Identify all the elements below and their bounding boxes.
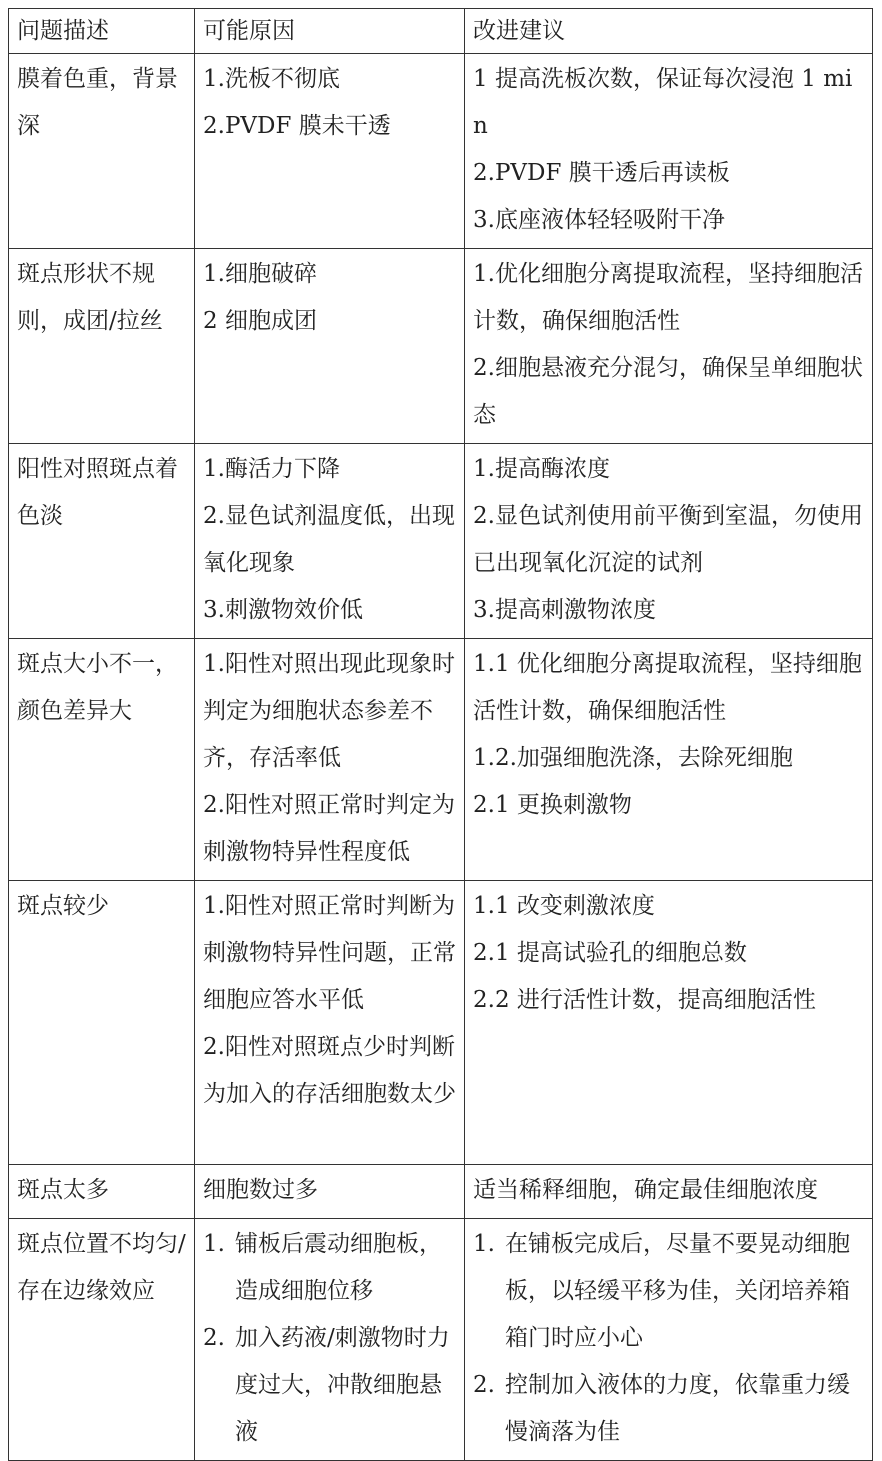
suggestion-item: [473, 1362, 864, 1456]
problem-cell: 斑点太多: [9, 1165, 195, 1219]
suggestion-item: 1.提高酶浓度: [473, 456, 610, 482]
table-row: [9, 249, 873, 444]
suggestion-number: 1.: [473, 1231, 495, 1257]
suggestion-item: 1.优化细胞分离提取流程，坚持细胞活计数，确保细胞活性: [473, 261, 863, 334]
cause-item: 1.阳性对照正常时判断为刺激物特异性问题，正常细胞应答水平低: [203, 893, 456, 1013]
suggestion-item: 1.2.加强细胞洗涤，去除死细胞: [473, 745, 793, 771]
suggestions-cell: [465, 881, 873, 1165]
cause-item: 1.洗板不彻底: [203, 66, 340, 92]
cause-item: [203, 1221, 456, 1315]
suggestion-number: 2.: [473, 1372, 495, 1398]
suggestions-cell: [465, 444, 873, 639]
table-row: [9, 444, 873, 639]
cause-number: 2.: [203, 1325, 225, 1351]
troubleshooting-table: [8, 8, 873, 1461]
cause-number: 1.: [203, 1231, 225, 1257]
problem-cell: 膜着色重，背景深: [9, 54, 195, 249]
suggestion-item: 2.细胞悬液充分混匀，确保呈单细胞状态: [473, 355, 863, 428]
suggestion-text: 控制加入液体的力度，依靠重力缓慢滴落为佳: [505, 1372, 850, 1445]
suggestion-item: 2.PVDF 膜干透后再读板: [473, 160, 730, 186]
problem-cell: 阳性对照斑点着色淡: [9, 444, 195, 639]
problem-cell: 斑点形状不规则，成团/拉丝: [9, 249, 195, 444]
problem-cell: 斑点位置不均匀/存在边缘效应: [9, 1219, 195, 1461]
table-row: [9, 54, 873, 249]
suggestion-item: 2.2 进行活性计数，提高细胞活性: [473, 987, 816, 1013]
cause-item: 1.酶活力下降: [203, 456, 340, 482]
suggestions-cell: [465, 249, 873, 444]
cause-item: 2.PVDF 膜未干透: [203, 113, 391, 139]
causes-cell: [195, 249, 465, 444]
suggestion-item: 1.1 改变刺激浓度: [473, 893, 655, 919]
suggestions-cell: [465, 54, 873, 249]
header-causes: 可能原因: [195, 9, 465, 54]
cause-item: 1.阳性对照出现此现象时判定为细胞状态参差不齐，存活率低: [203, 651, 455, 771]
causes-cell: [195, 881, 465, 1165]
header-row: [9, 9, 873, 54]
cause-item: 3.刺激物效价低: [203, 597, 363, 623]
cause-item: 1.细胞破碎: [203, 261, 317, 287]
cause-item: 2.阳性对照正常时判定为刺激物特异性程度低: [203, 792, 455, 865]
cause-item: 2.阳性对照斑点少时判断为加入的存活细胞数太少: [203, 1034, 456, 1107]
cause-item: [203, 1315, 456, 1456]
suggestion-item: 3.底座液体轻轻吸附干净: [473, 207, 725, 233]
causes-cell: [195, 1219, 465, 1461]
causes-cell: [195, 444, 465, 639]
cause-item: 2 细胞成团: [203, 308, 317, 334]
causes-cell: [195, 1165, 465, 1219]
suggestion-item: [473, 1221, 864, 1362]
header-problem: 问题描述: [9, 9, 195, 54]
suggestions-cell: [465, 1219, 873, 1461]
cause-item: 细胞数过多: [203, 1177, 318, 1203]
suggestion-item: 1 提高洗板次数，保证每次浸泡 1 min: [473, 66, 853, 139]
table-row: [9, 1165, 873, 1219]
problem-cell: 斑点大小不一，颜色差异大: [9, 639, 195, 881]
cause-text: 铺板后震动细胞板，造成细胞位移: [235, 1231, 442, 1304]
table-row: [9, 1219, 873, 1461]
suggestion-item: 适当稀释细胞，确定最佳细胞浓度: [473, 1177, 818, 1203]
cause-item: 2.显色试剂温度低，出现氧化现象: [203, 503, 455, 576]
causes-cell: [195, 54, 465, 249]
table-row: [9, 639, 873, 881]
suggestions-cell: [465, 639, 873, 881]
table-row: [9, 881, 873, 1165]
suggestion-item: 3.提高刺激物浓度: [473, 597, 656, 623]
suggestion-item: 2.显色试剂使用前平衡到室温，勿使用已出现氧化沉淀的试剂: [473, 503, 863, 576]
suggestion-item: 2.1 更换刺激物: [473, 792, 632, 818]
suggestions-cell: [465, 1165, 873, 1219]
header-suggestions: 改进建议: [465, 9, 873, 54]
causes-cell: [195, 639, 465, 881]
problem-cell: 斑点较少: [9, 881, 195, 1165]
suggestion-item: 1.1 优化细胞分离提取流程，坚持细胞活性计数，确保细胞活性: [473, 651, 862, 724]
suggestion-item: 2.1 提高试验孔的细胞总数: [473, 940, 747, 966]
cause-text: 加入药液/刺激物时力度过大，冲散细胞悬液: [235, 1325, 450, 1445]
suggestion-text: 在铺板完成后，尽量不要晃动细胞板，以轻缓平移为佳，关闭培养箱箱门时应小心: [505, 1231, 850, 1351]
